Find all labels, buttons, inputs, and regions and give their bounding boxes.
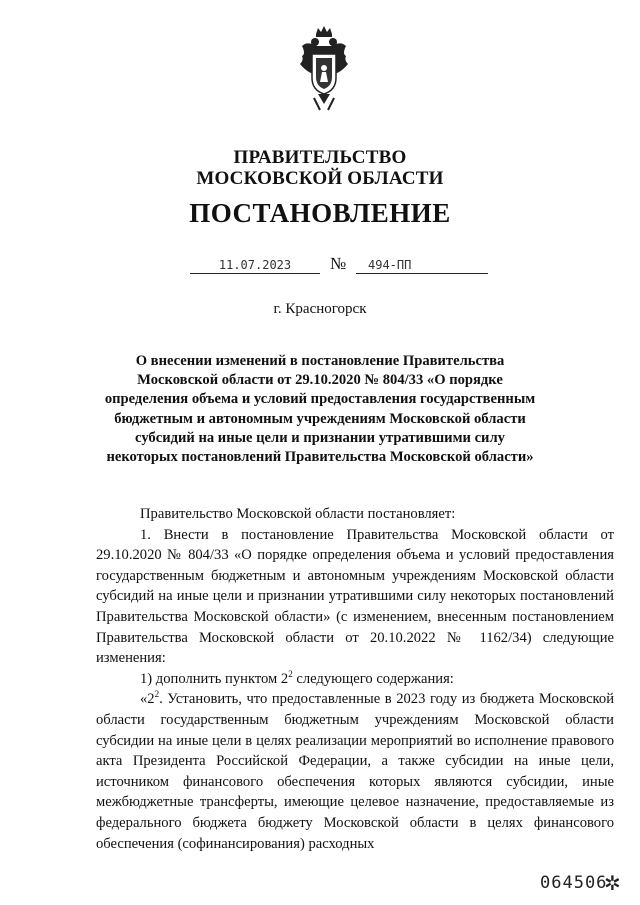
paragraph-intro: Правительство Московской области постановляет: xyxy=(140,506,456,522)
city-name: г. Красногорск xyxy=(273,301,367,317)
document-date: 11.07.2023 xyxy=(190,258,320,274)
document-type-heading: ПОСТАНОВЛЕНИЕ xyxy=(189,198,451,228)
government-name-line1: ПРАВИТЕЛЬСТВО xyxy=(233,147,407,168)
government-name-line2: МОСКОВСКОЙ ОБЛАСТИ xyxy=(196,168,444,189)
document-serial-number: 064506 xyxy=(540,873,608,893)
paragraph-subitem-1: 1) дополнить пунктом $2^2$ следующего содержания: xyxy=(140,668,454,687)
coat-of-arms-icon xyxy=(298,24,350,116)
paragraph-quoted-text: «$2^2$. Установить, что предоставленные в 2023 году из бюджета Московской области государственным бюджетным учреждениям Московской области субсидии на иные цели в целях реализации мероприятий во исполнение правового акта Президента Российской Федерации, а также субсидии на иные цели, источником финансового обеспечения которых являются субсидии, иные межбюджетные трансферты, имеющие целевое назначение, предоставляемые из федерального бюджета бюджету Московской области в целях финансового обеспечения (софинансирования) расходных xyxy=(96,689,614,852)
serial-mark-icon: ✲ xyxy=(604,873,621,895)
document-title: О внесении изменений в постановление Правительства Московской области от 29.10.2020 № 804/33 «О порядке определения объема и условий предоставления государственным бюджетным и автономным учреждениям Московской области субсидий на иные цели и признании утратившими силу некоторых постановлений Правительства Московской области» xyxy=(104,353,536,466)
date-number-line xyxy=(0,254,640,278)
paragraph-item-1: 1. Внести в постановление Правительства Московской области от 29.10.2020 № 804/33 «О порядке определения объема и условий предоставления государственным бюджетным и автономным учреждениям Московской области субсидий на иные цели и признании утратившими силу некоторых постановлений Правительства Московской области» (с изменением, внесенным постановлением Правительства Московской области от 20.10.2022 № 1162/34) следующие изменения: xyxy=(96,526,614,667)
number-sign: № xyxy=(330,254,347,273)
document-number: 494-ПП xyxy=(356,258,488,274)
document-body xyxy=(96,504,614,854)
